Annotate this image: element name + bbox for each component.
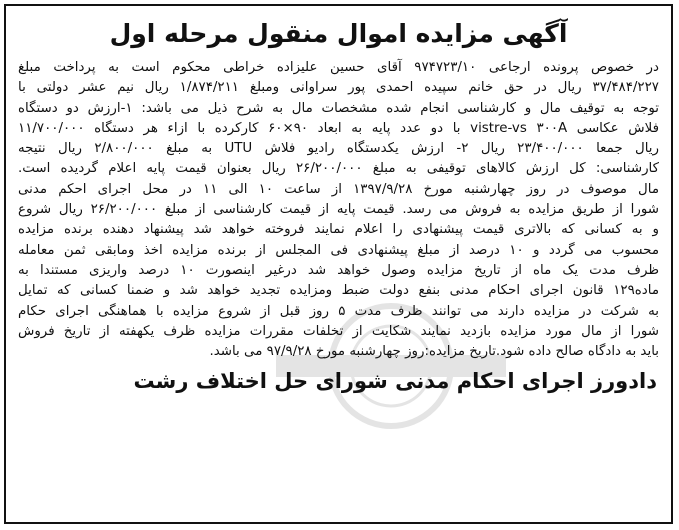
- body-line: به شرکت در مزایده دارند می توانند ظرف مدت ۵ روز قبل از شروع مزایده با هماهنگی اجرای حکام: [18, 303, 659, 319]
- notice-title: آگهی مزایده اموال منقول مرحله اول: [109, 19, 568, 48]
- body-line: باید به دادگاه صالح داده شود.تاریخ مزایده:روز چهارشنبه مورخ ۹۷/۹/۲۸ می باشد.: [209, 344, 659, 360]
- notice-frame: [4, 4, 673, 524]
- body-line: شورا از مال مورد مزایده بازدید نمایند شکایت از تخلفات مقررات مزایده ظرف یکهفته از تاریخ فروش: [18, 323, 659, 339]
- notice-signature: دادورز اجرای احکام مدنی شورای حل اختلاف رشت: [133, 369, 657, 394]
- body-line: فلاش عکاسی vistre-vs ۳۰۰A با دو عدد پایه به ابعاد ۹۰×۶۰ کارکرده با ازاء هر دستگاه ۱۱/۷۰۰/۰۰۰: [18, 120, 659, 136]
- body-line: و به کسانی که بالاتری قیمت پیشنهادی را اعلام نمایند فروخته خواهد شد پیشنهاد دهنده برنده مزایده: [18, 222, 659, 238]
- body-line: در خصوص پرونده ارجاعی ۹۷۴۷۲۳/۱۰ آقای حسین علیزاده خراطی محکوم است به پرداخت مبلغ: [18, 60, 659, 75]
- body-line: ظرف مدت یک ماه از تاریخ مزایده وصول خواهد شد درغیر اینصورت ۱۰ درصد واریزی مستندا به: [18, 262, 659, 278]
- body-line: ریال جمعا ۲۳/۴۰۰/۰۰۰ ریال ۲- ارزش یکدستگاه رادیو فلاش UTU به مبلغ ۲/۸۰۰/۰۰۰ ریال نتیجه: [18, 141, 659, 157]
- body-line: ماده۱۲۹ قانون اجرای احکام مدنی بنفع دولت ضبط ومزایده تجدید خواهد شد و ضمنا کسانی که تمایل: [18, 283, 659, 299]
- body-line: شورا از طریق مزایده به فروش می رسد. قیمت پایه از قیمت کارشناسی از مبلغ ۲۶/۲۰۰/۰۰۰ ریال شروع: [18, 202, 659, 218]
- body-line: کارشناسی: کل ارزش کالاهای توقیفی به مبلغ ۲۶/۲۰۰/۰۰۰ ریال بعنوان قیمت پایه اعلام گردیده است.: [18, 161, 659, 177]
- body-line: ۳۷/۴۸۴/۲۲۷ ریال در حق خانم سپیده احمدی پور سراوانی ومبلغ ۱/۸۷۴/۲۱۱ ریال نیم عشر دولتی با: [18, 80, 659, 96]
- notice-body: [6, 52, 671, 362]
- body-line: توجه به توقیف مال و کارشناسی انجام شده مشخصات مال به شرح ذیل می باشد: ۱-ارزش دو دستگاه: [18, 100, 659, 116]
- body-line: مال موصوف در روز چهارشنبه مورخ ۱۳۹۷/۹/۲۸ از ساعت ۱۰ الی ۱۱ در محل اجرای احکم مدنی: [18, 181, 659, 197]
- body-line: محسوب می گردد و ۱۰ درصد از مبلغ پیشنهادی فی المجلس از برنده مزایده اخذ ومابقی ثمن معامله: [18, 242, 659, 258]
